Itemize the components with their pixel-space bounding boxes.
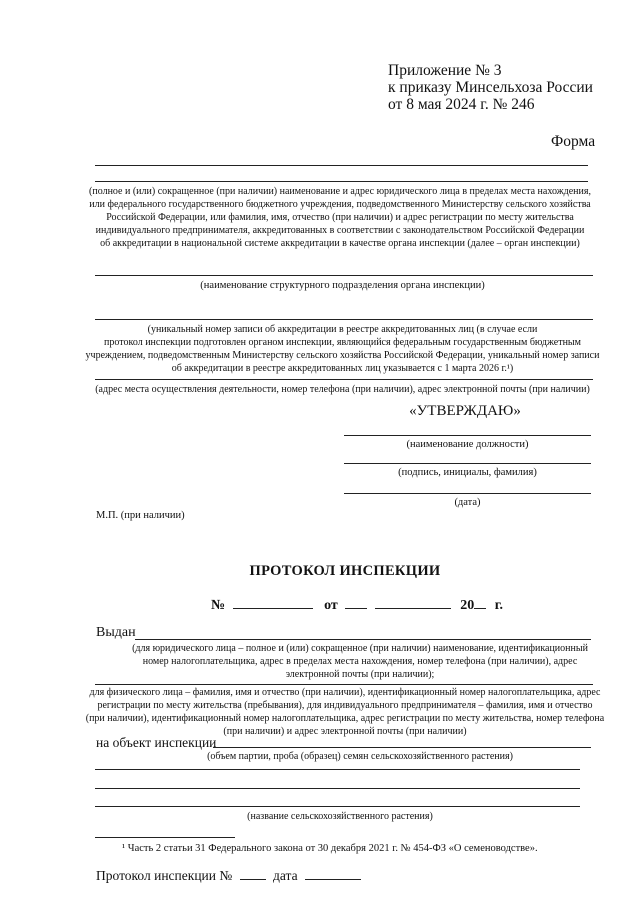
date-caption: (дата) <box>454 497 481 508</box>
plant-caption: (название сельскохозяйственного растения) <box>247 811 433 822</box>
signature-caption: (подпись, инициалы, фамилия) <box>398 467 537 478</box>
object-line-4[interactable] <box>95 806 580 807</box>
issued-legal-caption: (для юридического лица – полное и (или) сокращенное (при наличии) наименование, идентификационный номер налогоплательщика, адрес в пределах места нахождения, номер телефона (при наличии), адрес электронной почты (при наличии); <box>132 643 588 680</box>
object-label: на объект инспекции <box>96 735 217 750</box>
org-caption: (полное и (или) сокращенное (при наличии) наименование и адрес юридического лица в пределах места нахождения, или федерального государственного бюджетного учреждения, подведомственного Министерству сельского хозяйства Российской Федерации, или фамилия, имя, отчество (при наличии) и адрес регистрации по месту жительства индивидуального предпринимателя, аккредитованных в соответствии с законодательством Российской Федерации об аккредитации в национальной системе аккредитации в качестве органа инспекции (далее – орган инспекции) <box>89 186 591 249</box>
order-date: от 8 мая 2024 г. № 246 <box>388 96 535 113</box>
position-caption: (наименование должности) <box>406 439 529 450</box>
unit-name-line[interactable] <box>95 275 593 276</box>
stamp-label: М.П. (при наличии) <box>96 510 185 521</box>
issued-person-caption: для физического лица – фамилия, имя и отчество (при наличии), идентификационный номер налогоплательщика, адрес регистрации по месту жительства (пребывания), для индивидуального предпринимателя – фамилия, имя и отчество (при наличии), идентификационный номер налогоплательщика, адрес регистрации по месту жительства, номер телефона (при наличии) и адрес электронной почты (при наличии) <box>85 687 605 737</box>
number-field[interactable] <box>233 595 313 609</box>
object-line-2[interactable] <box>95 769 580 770</box>
footer-number-field[interactable] <box>240 866 266 880</box>
date-line[interactable] <box>344 493 591 494</box>
org-name-line[interactable] <box>95 165 588 166</box>
form-label: Форма <box>551 133 596 150</box>
footnote-separator <box>95 837 235 838</box>
order-reference: к приказу Минсельхоза России <box>388 79 593 96</box>
address-line[interactable] <box>95 379 593 380</box>
day-field[interactable] <box>345 595 367 609</box>
from-label: от <box>324 598 338 613</box>
accreditation-line[interactable] <box>95 319 593 320</box>
footer-row <box>96 866 361 884</box>
unit-caption: (наименование структурного подразделения органа инспекции) <box>200 280 485 291</box>
year-field[interactable] <box>474 595 486 609</box>
issued-line[interactable] <box>135 639 591 640</box>
appendix-number: Приложение № 3 <box>388 62 502 79</box>
issued-label: Выдан <box>96 625 136 640</box>
accreditation-caption: (уникальный номер записи об аккредитации в реестре аккредитованных лиц (в случае если протокол инспекции подготовлен органом инспекции, являющийся федеральным государственным бюджетным учреждением, подведомственным Министерству сельского хозяйства Российской Федерации, уникальный номер записи об аккредитации в реестре аккредитованных лиц указывается с 1 марта 2026 г.¹) <box>85 324 600 374</box>
year-suffix: г. <box>494 598 504 613</box>
year-prefix: 20 <box>460 598 475 613</box>
month-field[interactable] <box>375 595 451 609</box>
issued-line-2[interactable] <box>95 684 593 685</box>
footnote: ¹ Часть 2 статьи 31 Федерального закона от 30 декабря 2021 г. № 454-ФЗ «О семеноводстве». <box>122 843 538 854</box>
position-line[interactable] <box>344 435 591 436</box>
object-line-3[interactable] <box>95 788 580 789</box>
footer-date-label: дата <box>273 868 298 883</box>
batch-caption: (объем партии, проба (образец) семян сельскохозяйственного растения) <box>207 751 513 762</box>
footer-date-field[interactable] <box>305 866 361 880</box>
protocol-number-row <box>211 595 503 614</box>
object-line[interactable] <box>213 747 591 748</box>
number-label: № <box>211 598 226 613</box>
protocol-title: ПРОТОКОЛ ИНСПЕКЦИИ <box>249 563 441 579</box>
address-caption: (адрес места осуществления деятельности, номер телефона (при наличии), адрес электронной почты (при наличии) <box>95 384 590 395</box>
signature-line[interactable] <box>344 463 591 464</box>
org-name-line-2[interactable] <box>95 181 588 182</box>
approve-title: «УТВЕРЖДАЮ» <box>409 403 521 419</box>
footer-protocol-label: Протокол инспекции № <box>96 868 233 883</box>
